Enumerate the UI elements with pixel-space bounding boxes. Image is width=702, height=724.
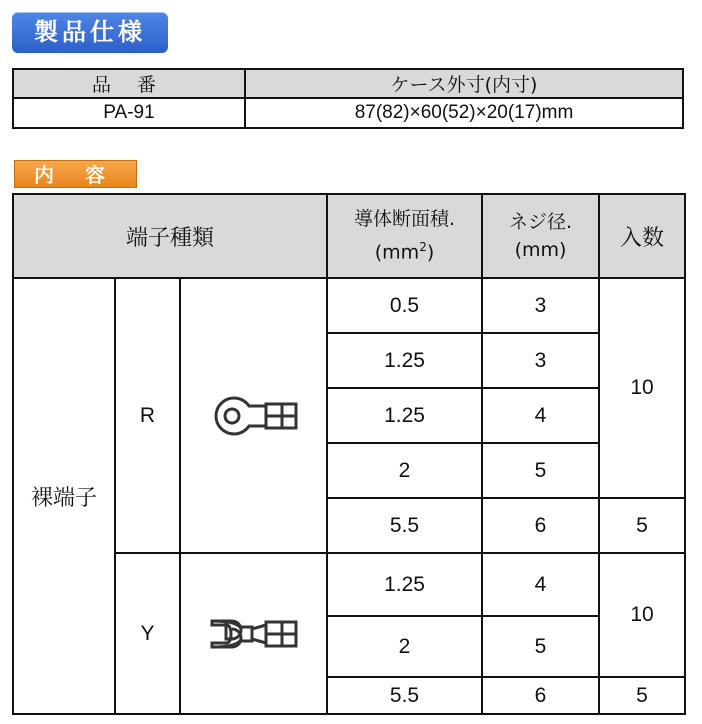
section-value: 0.5	[327, 278, 482, 333]
header-terminal-type: 端子種類	[13, 194, 327, 278]
table-row	[13, 278, 685, 333]
section-value: 2	[327, 616, 482, 677]
quantity-value: 5	[599, 498, 685, 553]
quantity-value: 10	[599, 278, 685, 498]
section-value: 1.25	[327, 553, 482, 616]
section-value: 2	[327, 443, 482, 498]
type-y: Y	[115, 553, 180, 714]
header-screw-diameter: ネジ径. (mm)	[482, 194, 599, 278]
section-value: 5.5	[327, 498, 482, 553]
quantity-value: 5	[599, 677, 685, 714]
screw-value: 3	[482, 278, 599, 333]
quantity-value: 10	[599, 553, 685, 677]
case-dims-value: 87(82)×60(52)×20(17)mm	[245, 98, 683, 128]
section-value: 1.25	[327, 388, 482, 443]
screw-value: 4	[482, 388, 599, 443]
screw-value: 5	[482, 616, 599, 677]
type-r: R	[115, 278, 180, 553]
screw-value: 4	[482, 553, 599, 616]
fork-terminal-icon	[180, 553, 327, 714]
contents-header-row	[13, 194, 685, 278]
product-no-value: PA-91	[13, 98, 245, 128]
contents-table	[12, 193, 686, 715]
header-quantity: 入数	[599, 194, 685, 278]
header-case-dims: ケース外寸(内寸)	[245, 69, 683, 98]
ring-terminal-icon	[180, 278, 327, 553]
screw-value: 5	[482, 443, 599, 498]
section-value: 5.5	[327, 677, 482, 714]
spec-table	[12, 68, 684, 129]
category-bare-terminal: 裸端子	[13, 278, 115, 714]
section-value: 1.25	[327, 333, 482, 388]
spec-section-title: 製品仕様	[12, 12, 168, 53]
screw-value: 3	[482, 333, 599, 388]
screw-value: 6	[482, 498, 599, 553]
spec-header-row	[13, 69, 683, 98]
contents-section-title: 内 容	[14, 160, 137, 188]
spec-data-row	[13, 98, 683, 128]
screw-value: 6	[482, 677, 599, 714]
header-cross-section: 導体断面積. $(mm^2)$	[327, 194, 482, 278]
header-product-no: 品 番	[13, 69, 245, 98]
